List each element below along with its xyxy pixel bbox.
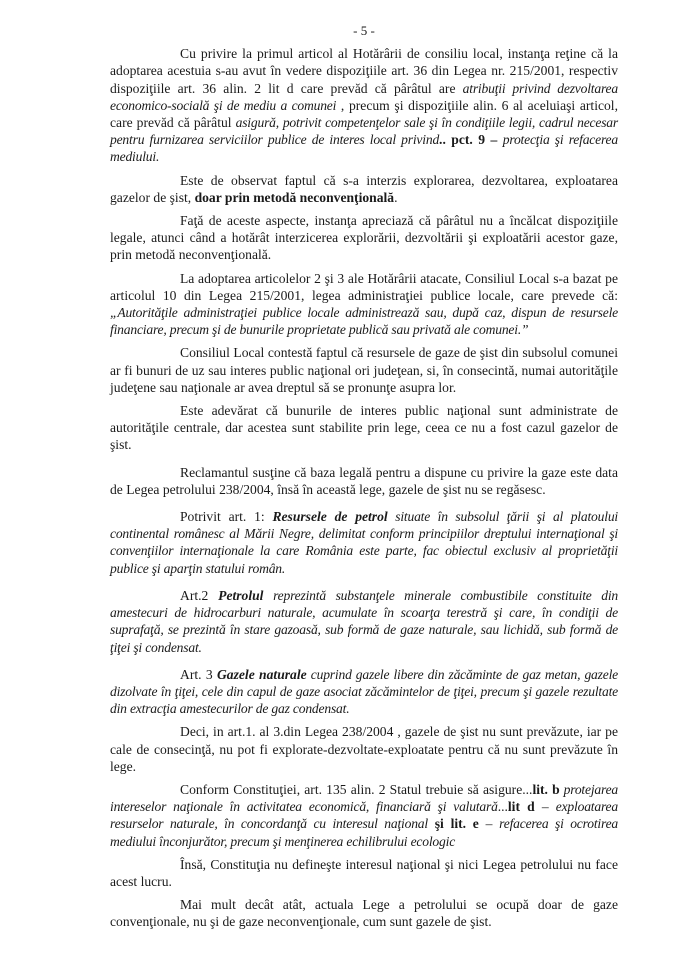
text: . [394, 189, 398, 205]
italic-quote: refacerea şi ocrotirea mediului înconjurător, precum şi menţinerea echilibrului ecologic [110, 816, 618, 849]
italic-quote: reprezintă substanţele minerale combustibile constituite din amestecuri de hidrocarburi naturale, acumulate în scoarţa terestră şi care, în condiţii de suprafaţă, se prezintă în stare gazoasă, sub formă de gaze naturale, sau lichidă, sub formă de ţiţei şi condensat. [110, 587, 618, 655]
paragraph-court-assessment: Faţă de aceste aspecte, instanţa apreciază că pârâtul nu a încălcat dispoziţiile legale, atunci când a hotărât interzicerea explorării, dezvoltării şi exploatării acestor gaze, prin metodă neconvenţională. [110, 213, 618, 263]
paragraph-council-contests: Consiliul Local contestă faptul că resursele de gaze de şist din subsolul comunei ar fi bunuri de uz sau interes public naţional ori judeţean, si, în consecintă, numai autorităţile judeţene sau naţionale ar avea dreptul să se pronunţe asupra lor. [110, 345, 618, 395]
text: La adoptarea articolelor 2 şi 3 ale Hotărârii atacate, Consiliul Local s-a bazat pe articolul 10 din Legea 215/2001, legea administraţiei publice locale, care prevede că: [110, 270, 618, 303]
paragraph-articles-2-3 [110, 270, 618, 339]
bold-text: lit. b [532, 781, 560, 797]
italic-quote: protecţia şi refacerea mediului. [110, 132, 618, 165]
bold-text: .. pct. 9 – [439, 132, 503, 148]
paragraph-art-3 [110, 666, 618, 718]
paragraph-national-interest: Este adevărat că bunurile de interes public naţional sunt administrate de autorităţile centrale, dar acestea sunt stabilite prin lege, ceea ce nu a fost cazul gazelor de şist. [110, 403, 618, 453]
text: Este de observat faptul că s-a interzis explorarea, dezvoltarea, exploatarea gazelor de şist, [110, 172, 618, 205]
paragraph-petroleum-law: Mai mult decât atât, actuala Lege a petrolului se ocupă doar de gaze convenţionale, nu şi de gaze neconvenţionale, cum sunt gazele de şist. [110, 897, 618, 930]
text: Conform Constituţiei, art. 135 alin. 2 Statul trebuie să asigure... [180, 781, 533, 797]
bold-text: lit d [507, 799, 535, 815]
paragraph-article-1 [110, 45, 618, 165]
text: – [478, 816, 500, 832]
paragraph-constitution-definition: Însă, Constituţia nu defineşte interesul naţional şi nici Legea petrolului nu face acest lucru. [110, 856, 618, 889]
italic-quote: situate în subsolul ţării şi al platoului continental românesc al Mării Negre, delimitat conform principiilor dreptului internaţional şi convenţiilor internaţionale la care România este parte, fac obiectul exclusiv al proprietăţii publice şi aparţin statului român. [110, 509, 618, 576]
italic-quote: „Autorităţile administraţiei publice locale administrează sau, după caz, dispun de resursele financiare, precum şi de bunurile proprietate publică sau privată ale comunei.” [110, 305, 618, 338]
italic-quote: atribuţii privind dezvoltarea economico-socială şi de mediu a comunei [110, 80, 618, 113]
text: Art. 3 [180, 666, 217, 682]
italic-quote: cuprind gazele libere din zăcăminte de gaz metan, gazele dizolvate în ţiţei, cele din capul de gaze asociat zăcămintelor de ţiţei, precum şi gazele rezultate din extracţia amestecurilor de gaz condensat. [110, 666, 618, 717]
bold-italic-term: Gazele naturale [216, 666, 307, 682]
bold-text: doar prin metodă neconvenţională [194, 189, 395, 205]
text: – [534, 799, 556, 815]
text: ... [497, 799, 508, 815]
italic-quote: protejarea intereselor naţionale în activitatea economică, financiară şi valutară [110, 781, 619, 815]
paragraph-constitution [110, 781, 618, 850]
bold-italic-term: Petrolul [218, 587, 264, 603]
italic-quote: exploatarea resurselor naturale, în concordanţă cu interesul naţional [110, 799, 618, 832]
text: , precum şi dispoziţiile alin. 6 al aceluiaşi articol, care prevăd că pârâtul [110, 97, 618, 131]
paragraph-plaintiff-claim: Reclamantul susţine că baza legală pentru a dispune cu privire la gaze este data de Legea petrolului 238/2004, însă în această lege, gazele de şist nu se regăsesc. [110, 464, 618, 497]
italic-quote: asigură, potrivit competenţelor sale şi în condiţiile legii, cadrul necesar pentru furnizarea serviciilor publice de interes local privind [110, 115, 618, 148]
bold-text: şi lit. e [427, 816, 479, 832]
bold-italic-term: Resursele de petrol [272, 509, 388, 525]
paragraph-art-1 [110, 508, 618, 577]
paragraph-art-2 [110, 587, 618, 656]
paragraph-conclusion-law: Deci, in art.1. al 3.din Legea 238/2004 , gazele de şist nu sunt prevăzute, iar pe cale de consecinţă, nu pot fi explorate-dezvoltate-exploatate pentru că nu sunt prevăzute în lege. [110, 724, 618, 774]
text: Potrivit art. 1: [180, 509, 273, 525]
page-number: - 5 - [353, 23, 375, 38]
text: Cu privire la primul articol al Hotărârii de consiliu local, instanţa reţine că la adoptarea acestuia s-au avut în vedere dispoziţiile art. 36 din Legea nr. 215/2001, respectiv dispoziţiile art. 36 alin. 2 lit d care prevăd că pârâtul are [110, 46, 618, 96]
text: Art.2 [180, 587, 219, 603]
paragraph-interdiction [110, 172, 618, 206]
